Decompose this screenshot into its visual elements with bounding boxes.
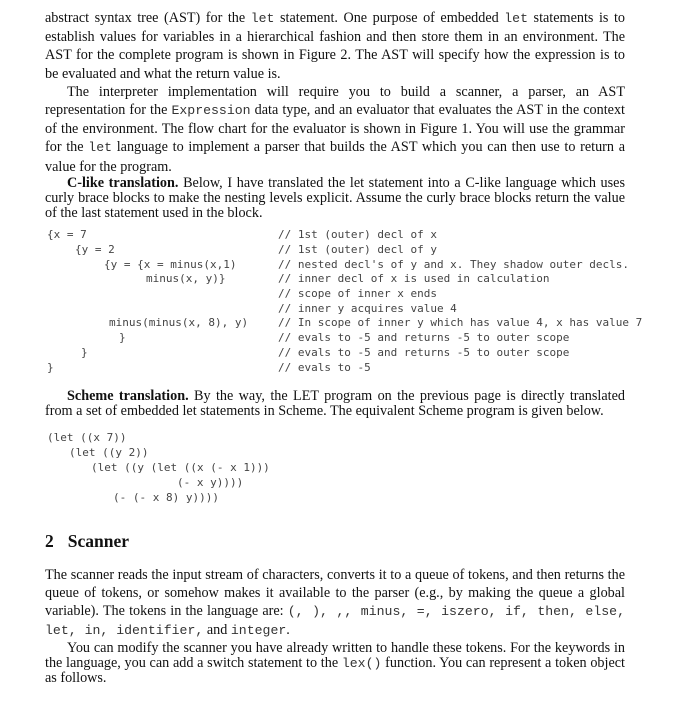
code-line: minus(minus(x, 8), y) bbox=[109, 315, 249, 329]
token-list: (, ), ,, minus, =, iszero, if, then, else, let, in, identifier, bbox=[45, 604, 625, 639]
code-comment: // In scope of inner y which has value 4, x has value 7 bbox=[278, 315, 643, 329]
c-like-heading: C-like translation. bbox=[67, 174, 179, 191]
document-page bbox=[45, 9, 643, 686]
code-lex: lex() bbox=[341, 655, 382, 671]
section-heading-scanner bbox=[45, 531, 625, 552]
scheme-heading: Scheme translation. bbox=[67, 387, 189, 404]
code-comment: // 1st (outer) decl of x bbox=[278, 227, 437, 241]
code-line: (- (- x 8) y)))) bbox=[113, 490, 219, 504]
scheme-code-block bbox=[45, 431, 625, 511]
paragraph-implementation: The interpreter implementation will require you to build a scanner, a parser, an AST representation for the Expression data type, and an evaluator that evaluates the AST in the context of the environment. The flow chart for the evaluator is shown in Figure 1. You will use the grammar for the let language to implement a parser that builds the AST which you can then use to return a value for the program. bbox=[45, 83, 625, 175]
section-number: 2 bbox=[45, 530, 54, 551]
paragraph-modify-scanner: You can modify the scanner you have already written to handle these tokens. For the keywords in the language, you can add a switch statement to the lex() function. You can represent a token object as follows. bbox=[45, 639, 625, 686]
code-comment: // inner decl of x is used in calculation bbox=[278, 271, 550, 285]
token-integer: integer bbox=[230, 623, 287, 639]
paragraph-scheme: Scheme translation. By the way, the LET program on the previous page is directly translated from a set of embedded let statements in Scheme. The equivalent Scheme program is given below. bbox=[45, 387, 625, 419]
code-line: (let ((y 2)) bbox=[69, 445, 149, 459]
code-line: {y = {x = minus(x,1) bbox=[104, 257, 237, 271]
code-comment: // nested decl's of y and x. They shadow outer decls. bbox=[278, 257, 629, 271]
paragraph-c-like: C-like translation. Below, I have translated the let statement into a C-like language which uses curly brace blocks to make the nesting levels explicit. Assume the curly brace blocks return the value of the last statement used in the block. bbox=[45, 174, 625, 221]
code-line: } bbox=[47, 360, 54, 374]
code-comment: // 1st (outer) decl of y bbox=[278, 242, 437, 256]
code-line: minus(x, y)} bbox=[146, 271, 226, 285]
code-comment: // evals to -5 and returns -5 to outer scope bbox=[278, 330, 570, 344]
code-line: {x = 7 bbox=[47, 227, 87, 241]
code-line: {y = 2 bbox=[75, 242, 115, 256]
code-comment: // scope of inner x ends bbox=[278, 286, 437, 300]
section-title: Scanner bbox=[67, 530, 129, 551]
c-like-code-block bbox=[45, 227, 643, 386]
code-line: (- x y)))) bbox=[177, 475, 244, 489]
code-let: let bbox=[504, 11, 529, 26]
code-line: } bbox=[81, 345, 88, 359]
code-let: let bbox=[250, 11, 275, 26]
code-comment: // evals to -5 and returns -5 to outer scope bbox=[278, 345, 570, 359]
code-comment: // inner y acquires value 4 bbox=[278, 301, 457, 315]
code-line: } bbox=[119, 330, 126, 344]
code-line: (let ((x 7)) bbox=[47, 430, 127, 444]
code-line: (let ((y (let ((x (- x 1))) bbox=[91, 460, 270, 474]
paragraph-scanner: The scanner reads the input stream of characters, converts it to a queue of tokens, and then returns the queue of tokens, or somehow makes it available to the parser (e.g., by making the queue a global variable). The tokens in the language are: (, ), ,, minus, =, iszero, if, then, else, let, in, identifier, and integer. bbox=[45, 566, 625, 639]
code-comment: // evals to -5 bbox=[278, 360, 371, 374]
code-expression: Expression bbox=[171, 103, 251, 119]
paragraph-ast-intro: abstract syntax tree (AST) for the let statement. One purpose of embedded let statements is to establish values for variables in a hierarchical fashion and then store them in an environment. The AST for the complete program is shown in Figure 2. The AST will specify how the expression is to be evaluated and what the return value is. bbox=[45, 10, 625, 82]
code-let: let bbox=[88, 140, 113, 156]
